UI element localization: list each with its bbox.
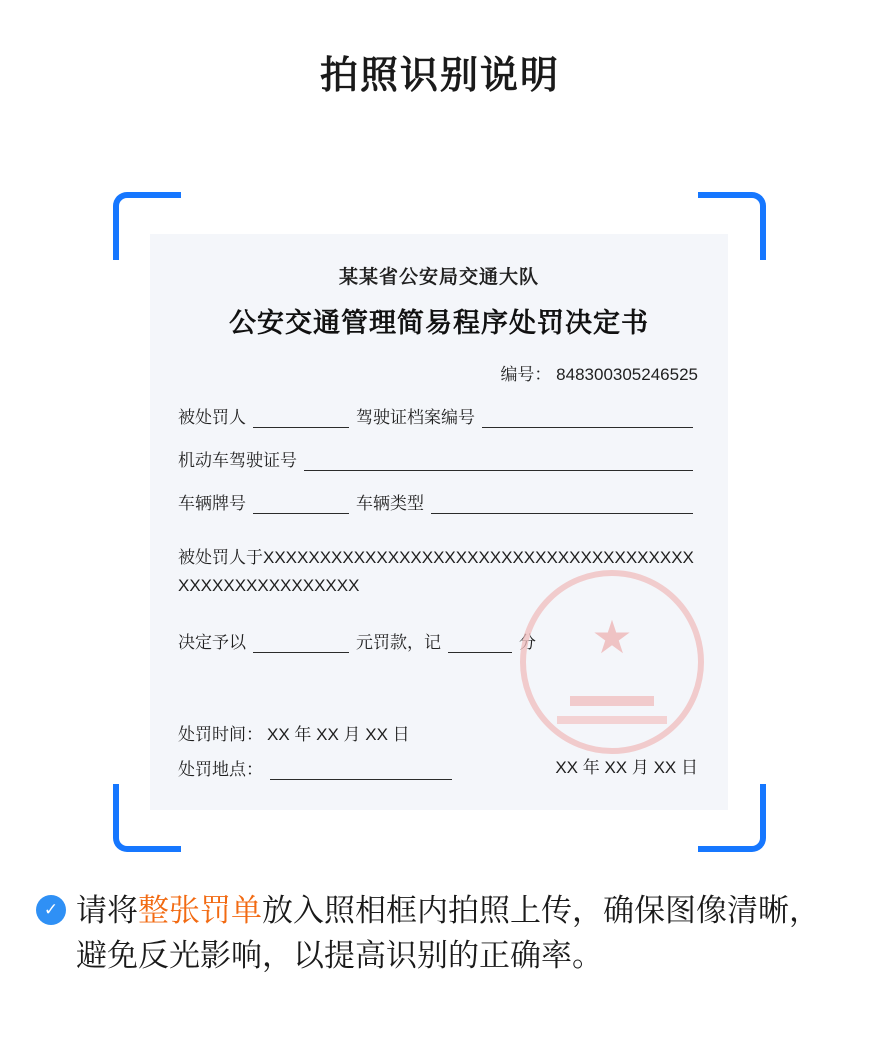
hint-text-highlight: 整张罚单 (138, 893, 262, 928)
field-blank-offender (253, 412, 349, 428)
punish-place-blank (270, 764, 452, 780)
punish-time-label: 处罚时间： (178, 725, 263, 744)
ticket-body-text: 被处罚人于XXXXXXXXXXXXXXXXXXXXXXXXXXXXXXXXXXXXXXXXXXXXXXXXXXXXXX (178, 548, 694, 596)
decision-blank-fine (253, 637, 349, 653)
field-label-vehicle-type: 车辆类型 (356, 494, 424, 513)
field-row-plate (178, 489, 700, 514)
field-label-license-file-no: 驾驶证档案编号 (356, 408, 475, 427)
ticket-number-value: 848300305246525 (556, 365, 698, 384)
field-blank-plate (253, 498, 349, 514)
ticket-sign-date: XX 年 XX 月 XX 日 (555, 758, 698, 777)
decision-mid: 元罚款，记 (356, 633, 441, 653)
field-label-offender: 被处罚人 (178, 408, 246, 427)
hint-text (76, 889, 848, 979)
field-label-license-no: 机动车驾驶证号 (178, 451, 297, 470)
ticket-title: 公安交通管理简易程序处罚决定书 (229, 308, 649, 338)
ticket-number-label: 编号： (500, 365, 552, 384)
field-blank-vehicle-type (431, 498, 693, 514)
hint-text-part2: 放入照相框内拍照上传，确保图像清晰，避免反光影响，以提高识别的正确率。 (76, 893, 820, 973)
capture-frame[interactable] (113, 192, 766, 852)
hint-block (36, 889, 848, 979)
decision-prefix: 决定予以 (178, 633, 246, 653)
official-seal-icon (520, 570, 704, 754)
field-blank-license-file-no (482, 412, 693, 428)
hint-text-part1: 请将 (76, 893, 138, 928)
page-title: 拍照识别说明 (319, 55, 560, 97)
sample-ticket-document (150, 234, 728, 810)
punish-time-row (178, 720, 459, 745)
decision-blank-points (448, 637, 512, 653)
decision-suffix: 分 (519, 633, 536, 653)
punish-place-label: 处罚地点： (178, 760, 263, 779)
field-row-offender (178, 403, 700, 428)
ticket-org: 某某省公安局交通大队 (338, 267, 539, 288)
ticket-footer (178, 710, 459, 780)
ticket-number-row (178, 360, 700, 385)
seal-bar-secondary-icon (557, 716, 667, 724)
field-row-license-no (178, 446, 700, 471)
field-blank-license-no (304, 455, 693, 471)
check-circle-icon: ✓ (36, 895, 66, 925)
punish-place-row (178, 755, 459, 780)
seal-bar-icon (570, 696, 654, 706)
seal-star-icon: ★ (591, 611, 633, 663)
field-label-plate: 车辆牌号 (178, 494, 246, 513)
punish-time-value: XX 年 XX 月 XX 日 (267, 725, 410, 744)
